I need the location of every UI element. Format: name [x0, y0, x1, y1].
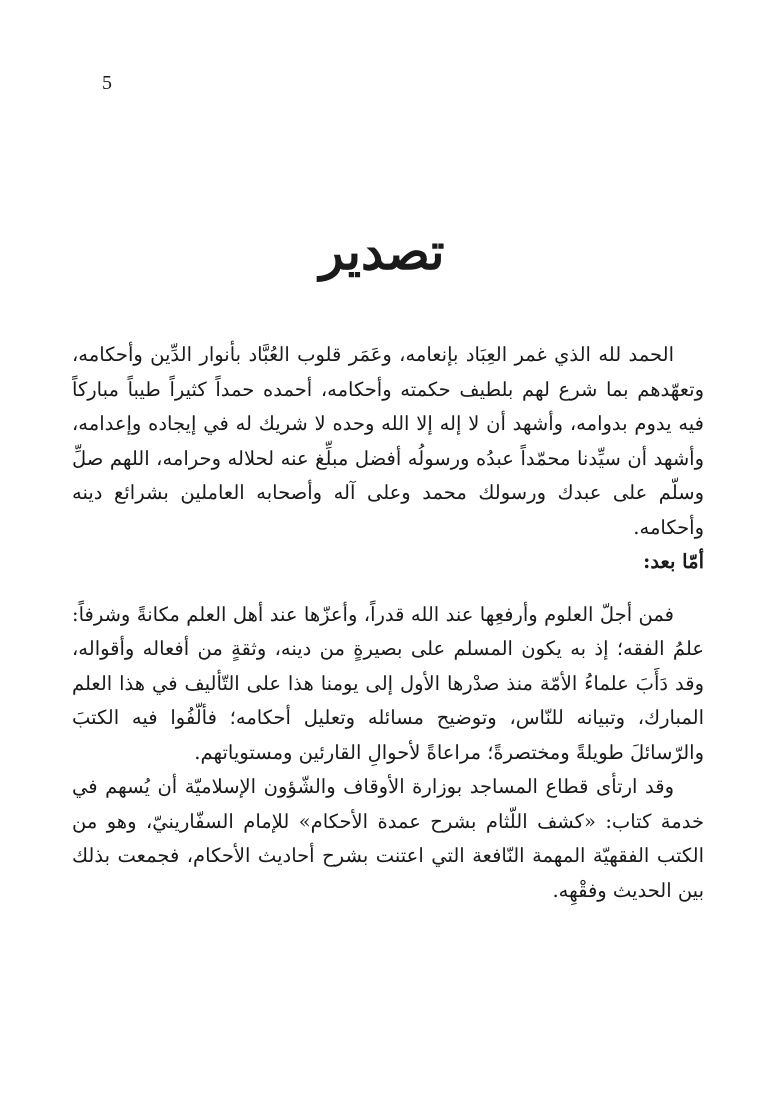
paragraph-fiqh: فمن أجلّ العلوم وأرفعِها عند الله قدراً، وأعزّها عند أهل العلم مكانةً وشرفاً: علمُ الفقه؛ إذ به يكون المسلم على بصيرةٍ من دينه، وثقةٍ من أفعاله وأقواله، وقد دَأَبَ علماءُ الأمّة منذ صدْرها الأول إلى يومنا هذا على التّأليف في هذا العلم المبارك، وتبيانه للنّاس، وتوضيح مسائله وتعليل أحكامه؛ فألّفُوا فيه الكتبَ والرّسائلَ طويلةً ومختصرةً؛ مراعاةً لأحوالِ القارئين ومستوياتهم. — [72, 602, 704, 764]
subheading-amma-bad: أمّا بعد: — [643, 550, 704, 573]
paragraph-praise: الحمد لله الذي غمر العِبَاد بإنعامه، وعَمَر قلوب العُبَّاد بأنوار الدِّين وأحكامه، وتعهّدهم بما شرع لهم بلطيف حكمته وأحكامه، أحمده حمداً كثيراً طيباً مباركاً فيه يدوم بدوامه، وأشهد أن لا إله إلا الله وحده لا شريك له في إيجاده وإعدامه، وأشهد أن سيِّدنا محمّداً عبدُه ورسولُه أفضل مبلِّغ عنه لحلاله وحرامه، اللهم صلِّ وسلّم على عبدك ورسولك محمد وعلى آله وأصحابه العاملين بشرائع دينه وأحكامه. — [72, 343, 704, 539]
heading-calligraphy: تصدير — [319, 222, 445, 281]
body-text — [72, 338, 704, 908]
page-number: 5 — [102, 72, 112, 94]
paragraph-gap — [72, 580, 704, 598]
page-heading — [0, 222, 764, 281]
paragraph-book: وقد ارتأى قطاع المساجد بوزارة الأوقاف والشّؤون الإسلاميّة أن يُسهم في خدمة كتاب: «كشف اللّثام بشرح عمدة الأحكام» للإمام السفّارينيّ، وهو من الكتب الفقهيّة المهمة النّافعة التي اعتنت بشرح أحاديث الأحكام، فجمعت بذلك بين الحديث وفقْهِه. — [72, 775, 704, 902]
